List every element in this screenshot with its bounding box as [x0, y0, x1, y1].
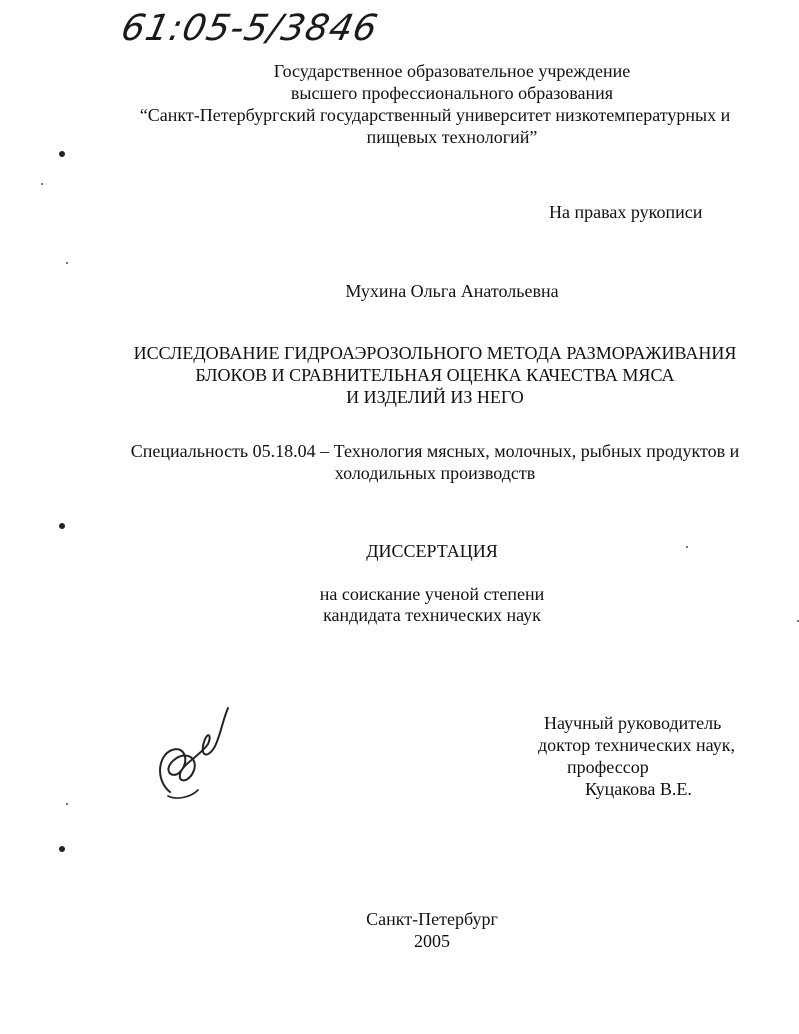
- signature-scribble: [150, 700, 240, 810]
- supervisor-name: Куцакова В.Е.: [585, 779, 692, 799]
- scan-speck: [66, 262, 68, 264]
- archive-code-handwritten: 61:05-5/3846: [117, 8, 382, 49]
- title-line-3: И ИЗДЕЛИЙ ИЗ НЕГО: [346, 387, 524, 407]
- scan-hole-3: [59, 846, 65, 852]
- supervisor-role: Научный руководитель: [544, 713, 722, 733]
- scan-speck: [686, 546, 688, 548]
- title-line-2: БЛОКОВ И СРАВНИТЕЛЬНАЯ ОЦЕНКА КАЧЕСТВА МЯСА: [195, 365, 675, 385]
- rights-note: На правах рукописи: [549, 202, 703, 222]
- scan-speck: [41, 183, 43, 185]
- document-type: ДИССЕРТАЦИЯ: [366, 541, 498, 561]
- scan-hole-2: [59, 523, 65, 529]
- supervisor-rank: профессор: [567, 757, 649, 777]
- author-name: Мухина Ольга Анатольевна: [345, 281, 559, 301]
- specialty-line-2: холодильных производств: [334, 463, 536, 483]
- title-line-1: ИССЛЕДОВАНИЕ ГИДРОАЭРОЗОЛЬНОГО МЕТОДА РАЗМОРАЖИВАНИЯ: [133, 343, 737, 363]
- degree-line-1: на соискание ученой степени: [319, 584, 545, 604]
- degree-line-2: кандидата технических наук: [323, 605, 541, 625]
- scan-hole-1: [59, 151, 65, 157]
- scan-speck: [66, 803, 68, 805]
- supervisor-degree: доктор технических наук,: [538, 735, 735, 755]
- institution-line-2: высшего профессионального образования: [290, 83, 614, 103]
- institution-line-4: пищевых технологий”: [366, 127, 538, 147]
- institution-line-3: “Санкт-Петербургский государственный университет низкотемпературных и: [139, 105, 731, 125]
- institution-line-1: Государственное образовательное учреждение: [273, 61, 631, 81]
- specialty-line-1: Специальность 05.18.04 – Технология мясных, молочных, рыбных продуктов и: [130, 441, 740, 461]
- year: 2005: [414, 931, 450, 951]
- place: Санкт-Петербург: [366, 909, 498, 929]
